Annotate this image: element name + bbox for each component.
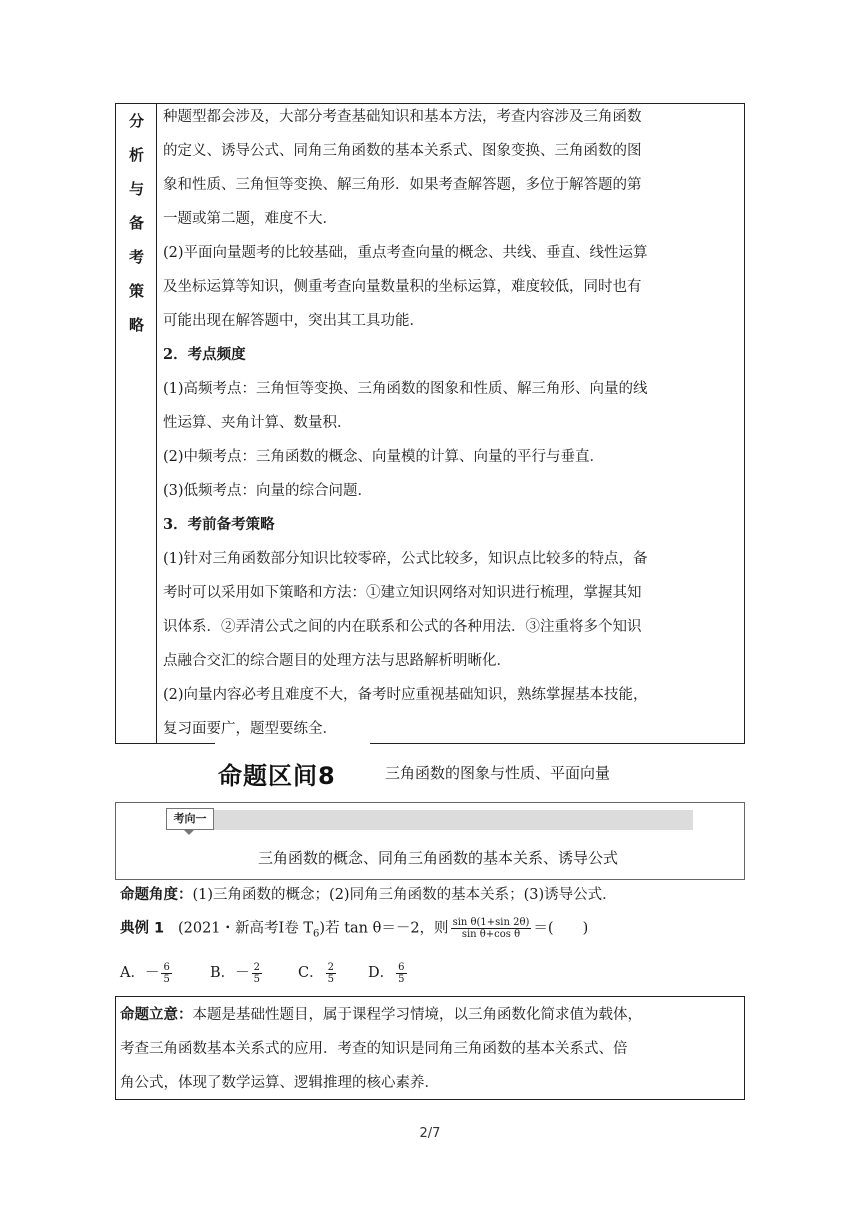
example-label: 典例 1 bbox=[120, 920, 165, 937]
example-source: (2021・新高考Ⅰ卷 T bbox=[177, 920, 314, 937]
label-char: 策 bbox=[128, 282, 144, 300]
option-letter: D． bbox=[368, 965, 395, 981]
label-char: 析 bbox=[128, 146, 144, 164]
text-line: 可能出现在解答题中，突出其工具功能． bbox=[163, 313, 424, 329]
fraction-numerator: 2 bbox=[253, 961, 261, 973]
fraction-denominator: 5 bbox=[253, 973, 261, 985]
text-line: 复习面要广，题型要练全． bbox=[163, 721, 337, 737]
text-line: (2)向量内容必考且难度不大，备考时应重视基础知识，熟练掌握基本技能， bbox=[163, 687, 648, 703]
intent-line: 考查三角函数基本关系式的应用．考查的知识是同角三角函数的基本关系式、倍 bbox=[120, 1041, 628, 1057]
option-fraction bbox=[396, 962, 406, 985]
angle-text: (1)三角函数的概念；(2)同角三角函数的基本关系；(3)诱导公式． bbox=[192, 887, 617, 903]
intent-text: 本题是基础性题目，属于课程学习情境，以三角函数化简求值为载体， bbox=[192, 1007, 642, 1023]
option-letter: B．－ bbox=[210, 965, 250, 981]
page-number: 2/7 bbox=[419, 1126, 441, 1141]
text-line: (2)中频考点：三角函数的概念、向量模的计算、向量的平行与垂直． bbox=[163, 449, 605, 465]
option-fraction bbox=[252, 962, 262, 985]
text-line: 性运算、夹角计算、数量积． bbox=[163, 415, 352, 431]
option-b bbox=[210, 961, 264, 985]
fraction-denominator: 5 bbox=[327, 973, 334, 985]
text-line: 的定义、诱导公式、同角三角函数的基本关系式、图象变换、三角函数的图 bbox=[163, 143, 642, 159]
table-label-column bbox=[116, 104, 157, 743]
tag-pointer-icon bbox=[183, 829, 195, 835]
option-d bbox=[368, 961, 409, 985]
fraction-numerator: 2 bbox=[327, 961, 334, 973]
fraction-numerator: sin θ(1+sin 2θ) bbox=[452, 917, 530, 928]
text-line: 识体系．②弄清公式之间的内在联系和公式的各种用法．③注重将多个知识 bbox=[163, 619, 642, 635]
option-fraction bbox=[326, 962, 336, 985]
option-letter: A．－ bbox=[120, 965, 160, 981]
example-tail: ＝( ) bbox=[533, 920, 589, 937]
example-fraction bbox=[451, 917, 532, 940]
label-char: 略 bbox=[128, 316, 144, 334]
direction-tag: 考向一 bbox=[166, 808, 214, 830]
option-fraction bbox=[161, 962, 171, 985]
option-a bbox=[120, 961, 174, 985]
fraction-numerator: 6 bbox=[163, 961, 170, 973]
fraction-denominator: 5 bbox=[163, 973, 170, 985]
text-line: 象和性质、三角恒等变换、解三角形．如果考查解答题，多位于解答题的第 bbox=[163, 177, 642, 193]
angle-label: 命题角度： bbox=[120, 887, 193, 903]
label-char: 考 bbox=[128, 248, 144, 266]
text-line: (1)高频考点：三角恒等变换、三角函数的图象和性质、解三角形、向量的线 bbox=[163, 381, 648, 397]
option-c bbox=[298, 961, 338, 985]
fraction-numerator: 6 bbox=[398, 961, 405, 973]
example-source-close: )若 tan θ＝－2，则 bbox=[319, 920, 449, 937]
label-char: 分 bbox=[128, 112, 144, 130]
heading-line: 2．考点频度 bbox=[163, 346, 246, 363]
direction-title: 三角函数的概念、同角三角函数的基本关系、诱导公式 bbox=[258, 849, 619, 867]
section-title: 命题区间8 bbox=[218, 762, 336, 790]
intent-label: 命题立意： bbox=[120, 1007, 193, 1023]
intent-line: 角公式，体现了数学运算、逻辑推理的核心素养． bbox=[120, 1075, 439, 1091]
intent-line bbox=[120, 1005, 642, 1025]
label-char: 备 bbox=[128, 214, 144, 232]
option-letter: C． bbox=[298, 965, 324, 981]
fraction-denominator: 5 bbox=[398, 973, 405, 985]
label-char: 与 bbox=[128, 180, 144, 198]
text-line: 点融合交汇的综合题目的处理方法与思路解析明晰化． bbox=[163, 653, 511, 669]
example-source-sub: 6 bbox=[313, 928, 320, 940]
direction-bar bbox=[166, 810, 693, 830]
section-title-gap bbox=[215, 742, 370, 746]
example-line bbox=[120, 917, 588, 944]
heading-line: 3．考前备考策略 bbox=[163, 516, 275, 533]
section-subtitle: 三角函数的图象与性质、平面向量 bbox=[385, 764, 611, 782]
fraction-denominator: sin θ+cos θ bbox=[461, 929, 521, 940]
angle-line bbox=[120, 885, 617, 905]
text-line: 一题或第二题，难度不大． bbox=[163, 211, 337, 227]
text-line: (1)针对三角函数部分知识比较零碎，公式比较多，知识点比较多的特点，备 bbox=[163, 551, 648, 567]
text-line: 考时可以采用如下策略和方法：①建立知识网络对知识进行梳理，掌握其知 bbox=[163, 585, 642, 601]
text-line: 种题型都会涉及，大部分考查基础知识和基本方法，考查内容涉及三角函数 bbox=[163, 109, 642, 125]
text-line: (3)低频考点：向量的综合问题． bbox=[163, 483, 373, 499]
text-line: 及坐标运算等知识，侧重考查向量数量积的坐标运算，难度较低，同时也有 bbox=[163, 279, 642, 295]
text-line: (2)平面向量题考的比较基础，重点考查向量的概念、共线、垂直、线性运算 bbox=[163, 245, 648, 261]
